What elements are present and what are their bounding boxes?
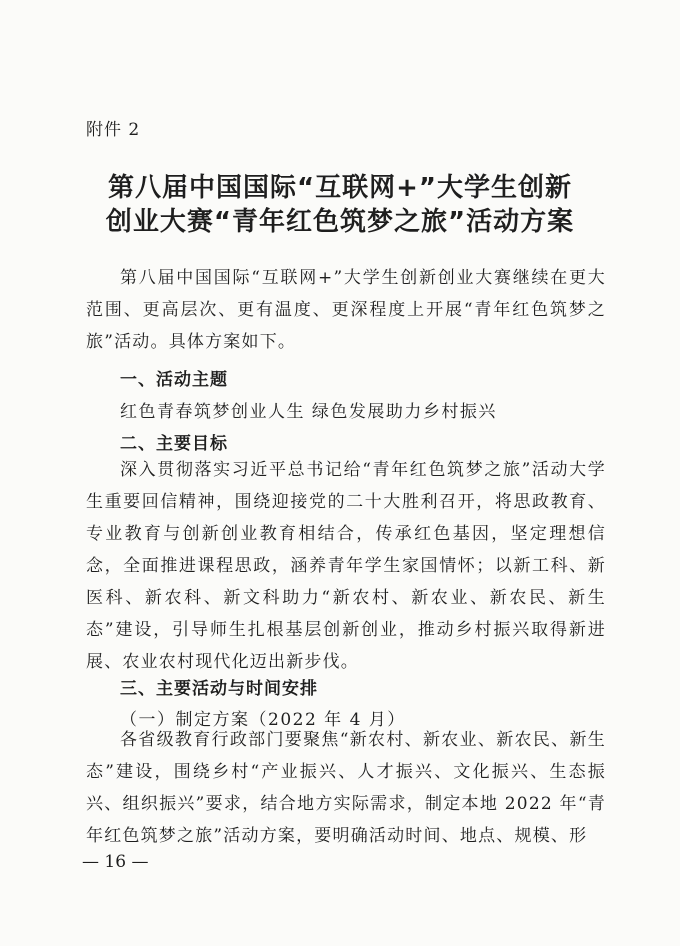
section-2-heading: 二、主要目标	[120, 434, 228, 454]
section-3-heading: 三、主要活动与时间安排	[120, 679, 318, 699]
section-2-paragraph: 深入贯彻落实习近平总书记给“青年红色筑梦之旅”活动大学生重要回信精神，围绕迎接党的二十大胜利召开，将思政教育、专业教育与创新创业教育相结合，传承红色基因，坚定理想信念，全面推进课程思政，涵养青年学生家国情怀；以新工科、新医科、新农科、新文科助力“新农村、新农业、新农民、新生态”建设，引导师生扎根基层创新创业，推动乡村振兴取得新进展、农业农村现代化迈出新步伐。	[86, 460, 606, 672]
page-number: — 16 —	[82, 852, 149, 872]
intro-paragraph: 第八届中国国际“互联网+”大学生创新创业大赛继续在更大范围、更高层次、更有温度、更深程度上开展“青年红色筑梦之旅”活动。具体方案如下。	[86, 268, 606, 352]
title-line-2: 创业大赛“青年红色筑梦之旅”活动方案	[105, 207, 575, 237]
title-line-1: 第八届中国国际“互联网+”大学生创新	[108, 173, 572, 203]
section-1-heading: 一、活动主题	[120, 370, 228, 390]
attachment-label: 附件 2	[86, 120, 141, 140]
section-1-text: 红色青春筑梦创业人生 绿色发展助力乡村振兴	[120, 402, 497, 422]
subsection-1-heading: （一）制定方案（2022 年 4 月）	[120, 710, 406, 730]
subsection-1-paragraph: 各省级教育行政部门要聚焦“新农村、新农业、新农民、新生态”建设，围绕乡村“产业振兴、人才振兴、文化振兴、生态振兴、组织振兴”要求，结合地方实际需求，制定本地 2022 年“青年红色筑梦之旅”活动方案，要明确活动时间、地点、规模、形	[86, 730, 606, 846]
